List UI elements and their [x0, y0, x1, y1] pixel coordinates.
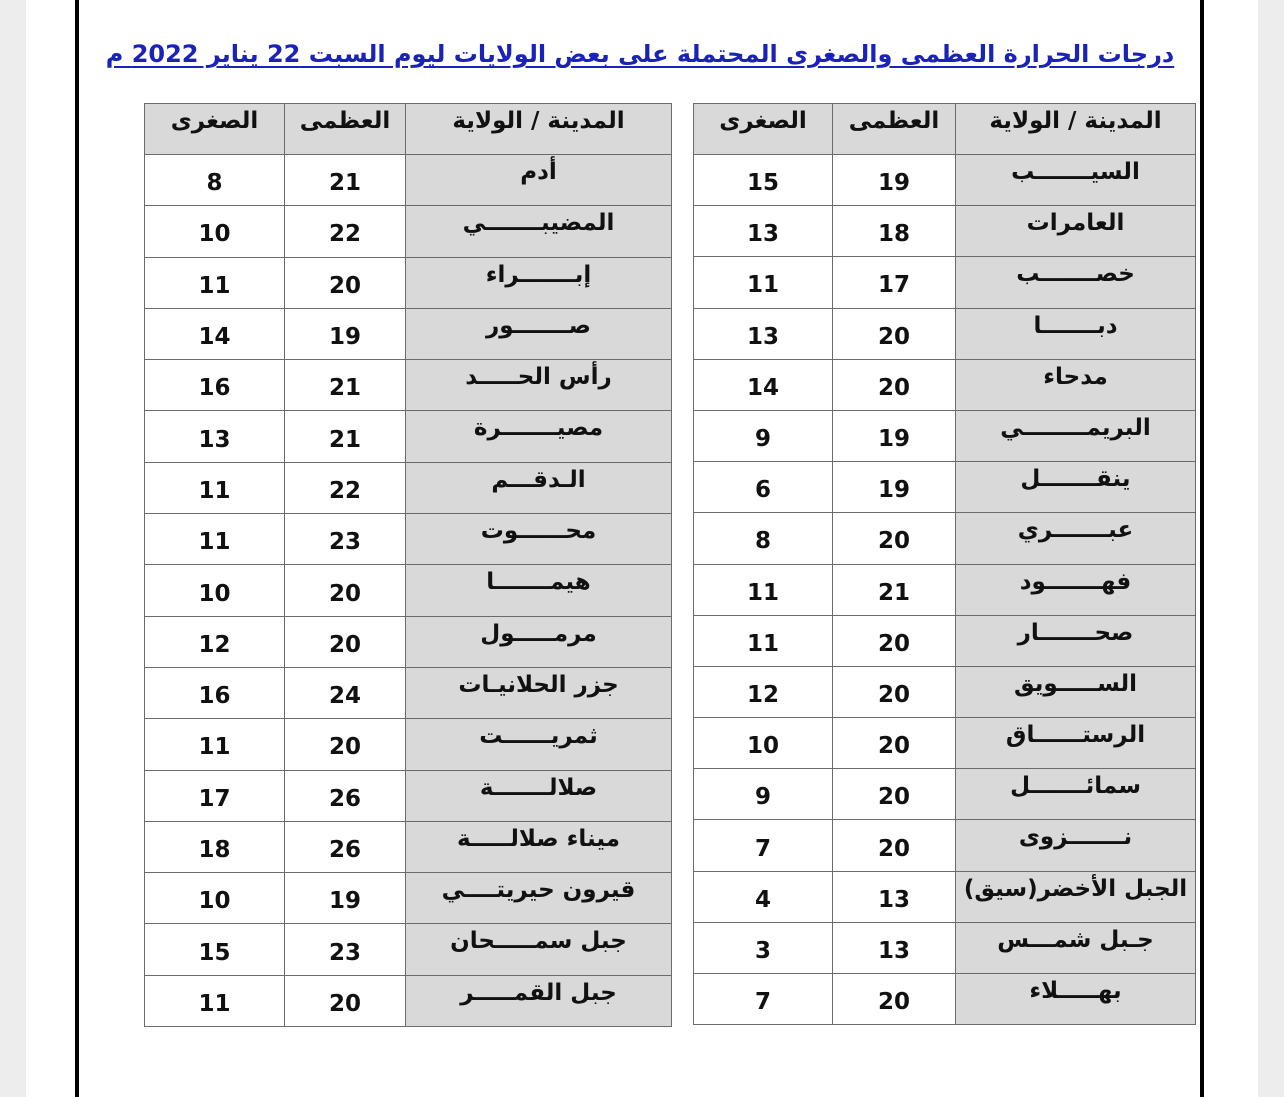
min-temp-cell: 14 [145, 308, 285, 359]
min-temp-cell: 11 [145, 719, 285, 770]
city-cell: المضيبـــــــي [406, 206, 672, 257]
min-temp-cell: 14 [694, 359, 833, 410]
city-cell: محــــــوت [406, 514, 672, 565]
city-cell: الجبل الأخضر(سيق) [956, 871, 1196, 922]
table-row [145, 873, 672, 924]
header-city: المدينة / الولاية [956, 104, 1196, 155]
max-temp-cell: 18 [833, 206, 956, 257]
table-row [694, 359, 1196, 410]
max-temp-cell: 20 [285, 719, 406, 770]
max-temp-cell: 21 [833, 564, 956, 615]
max-temp-cell: 19 [833, 410, 956, 461]
min-temp-cell: 15 [145, 924, 285, 975]
max-temp-cell: 20 [833, 513, 956, 564]
city-cell: دبـــــــا [956, 308, 1196, 359]
max-temp-cell: 20 [285, 616, 406, 667]
max-temp-cell: 19 [285, 873, 406, 924]
table-row [694, 410, 1196, 461]
table-row [145, 462, 672, 513]
max-temp-cell: 20 [833, 820, 956, 871]
table-row [694, 462, 1196, 513]
max-temp-cell: 26 [285, 821, 406, 872]
max-temp-cell: 20 [285, 257, 406, 308]
min-temp-cell: 4 [694, 871, 833, 922]
city-cell: رأس الحـــــد [406, 360, 672, 411]
city-cell: جـبل شمـــس [956, 922, 1196, 973]
max-temp-cell: 21 [285, 411, 406, 462]
min-temp-cell: 10 [145, 565, 285, 616]
min-temp-cell: 9 [694, 769, 833, 820]
max-temp-cell: 19 [285, 308, 406, 359]
city-cell: الـدقـــم [406, 462, 672, 513]
header-max: العظمى [285, 104, 406, 155]
min-temp-cell: 3 [694, 922, 833, 973]
city-cell: مرمـــــول [406, 616, 672, 667]
table-row [145, 565, 672, 616]
min-temp-cell: 7 [694, 974, 833, 1025]
header-max: العظمى [833, 104, 956, 155]
header-min: الصغرى [145, 104, 285, 155]
temperature-table-right [693, 103, 1196, 1025]
city-cell: مدحاء [956, 359, 1196, 410]
city-cell: ثمريــــــت [406, 719, 672, 770]
max-temp-cell: 13 [833, 871, 956, 922]
city-cell: جبل القمـــــر [406, 975, 672, 1026]
table-row [145, 308, 672, 359]
max-temp-cell: 20 [833, 769, 956, 820]
max-temp-cell: 19 [833, 155, 956, 206]
max-temp-cell: 23 [285, 514, 406, 565]
table-row [145, 924, 672, 975]
city-cell: سمائـــــــل [956, 769, 1196, 820]
max-temp-cell: 26 [285, 770, 406, 821]
min-temp-cell: 18 [145, 821, 285, 872]
min-temp-cell: 11 [694, 564, 833, 615]
min-temp-cell: 8 [145, 155, 285, 206]
table-row [694, 871, 1196, 922]
city-cell: البريمــــــــي [956, 410, 1196, 461]
table-row [694, 769, 1196, 820]
city-cell: الرستــــــاق [956, 718, 1196, 769]
table-row [145, 770, 672, 821]
city-cell: نـــــــزوى [956, 820, 1196, 871]
table-row [694, 820, 1196, 871]
min-temp-cell: 13 [145, 411, 285, 462]
max-temp-cell: 20 [285, 975, 406, 1026]
city-cell: الســـــويق [956, 666, 1196, 717]
table-row [145, 360, 672, 411]
max-temp-cell: 20 [833, 666, 956, 717]
city-cell: ميناء صلالـــــة [406, 821, 672, 872]
max-temp-cell: 19 [833, 462, 956, 513]
min-temp-cell: 17 [145, 770, 285, 821]
city-cell: السيـــــــب [956, 155, 1196, 206]
min-temp-cell: 11 [145, 462, 285, 513]
min-temp-cell: 8 [694, 513, 833, 564]
city-cell: خصـــــــب [956, 257, 1196, 308]
city-cell: عبـــــــري [956, 513, 1196, 564]
table-row [145, 667, 672, 718]
max-temp-cell: 13 [833, 922, 956, 973]
city-cell: جبل سمـــــحان [406, 924, 672, 975]
table-row [694, 308, 1196, 359]
table-row [694, 974, 1196, 1025]
city-cell: فهـــــــود [956, 564, 1196, 615]
city-cell: هيمـــــــا [406, 565, 672, 616]
temperature-table-left [144, 103, 672, 1027]
table-row [694, 718, 1196, 769]
max-temp-cell: 20 [833, 359, 956, 410]
city-cell: صـــــــور [406, 308, 672, 359]
max-temp-cell: 22 [285, 462, 406, 513]
min-temp-cell: 11 [145, 975, 285, 1026]
max-temp-cell: 20 [833, 308, 956, 359]
table-row [694, 615, 1196, 666]
min-temp-cell: 7 [694, 820, 833, 871]
right-table-body [694, 155, 1196, 1025]
max-temp-cell: 20 [833, 974, 956, 1025]
city-cell: بهـــــلاء [956, 974, 1196, 1025]
table-row [694, 155, 1196, 206]
city-cell: مصيـــــــرة [406, 411, 672, 462]
max-temp-cell: 17 [833, 257, 956, 308]
table-row [145, 155, 672, 206]
max-temp-cell: 20 [285, 565, 406, 616]
max-temp-cell: 24 [285, 667, 406, 718]
table-row [694, 513, 1196, 564]
header-city: المدينة / الولاية [406, 104, 672, 155]
min-temp-cell: 16 [145, 667, 285, 718]
min-temp-cell: 9 [694, 410, 833, 461]
table-row [145, 719, 672, 770]
max-temp-cell: 21 [285, 360, 406, 411]
left-table-body [145, 155, 672, 1027]
min-temp-cell: 12 [694, 666, 833, 717]
table-row [145, 257, 672, 308]
min-temp-cell: 13 [694, 206, 833, 257]
table-row [694, 564, 1196, 615]
city-cell: إبـــــــراء [406, 257, 672, 308]
max-temp-cell: 20 [833, 718, 956, 769]
min-temp-cell: 15 [694, 155, 833, 206]
min-temp-cell: 10 [145, 206, 285, 257]
table-row [694, 257, 1196, 308]
table-row [694, 206, 1196, 257]
min-temp-cell: 12 [145, 616, 285, 667]
min-temp-cell: 10 [145, 873, 285, 924]
max-temp-cell: 21 [285, 155, 406, 206]
table-row [145, 206, 672, 257]
table-row [145, 975, 672, 1026]
min-temp-cell: 16 [145, 360, 285, 411]
table-row [694, 922, 1196, 973]
min-temp-cell: 11 [145, 514, 285, 565]
table-row [145, 821, 672, 872]
page-border-left [75, 0, 79, 1097]
header-min: الصغرى [694, 104, 833, 155]
city-cell: قيرون حيريتــــي [406, 873, 672, 924]
min-temp-cell: 11 [145, 257, 285, 308]
city-cell: صحـــــــار [956, 615, 1196, 666]
page-border-right [1200, 0, 1204, 1097]
city-cell: أدم [406, 155, 672, 206]
city-cell: صلالـــــــة [406, 770, 672, 821]
min-temp-cell: 11 [694, 615, 833, 666]
max-temp-cell: 20 [833, 615, 956, 666]
table-row [145, 411, 672, 462]
table-row [145, 514, 672, 565]
max-temp-cell: 23 [285, 924, 406, 975]
min-temp-cell: 6 [694, 462, 833, 513]
city-cell: ينقـــــــل [956, 462, 1196, 513]
table-row [145, 616, 672, 667]
document-title: درجات الحرارة العظمى والصغرى المحتملة على بعض الولايات ليوم السبت 22 يناير 2022 م [105, 40, 1175, 68]
city-cell: جزر الحلانيـات [406, 667, 672, 718]
table-row [694, 666, 1196, 717]
min-temp-cell: 13 [694, 308, 833, 359]
city-cell: العامرات [956, 206, 1196, 257]
max-temp-cell: 22 [285, 206, 406, 257]
min-temp-cell: 11 [694, 257, 833, 308]
min-temp-cell: 10 [694, 718, 833, 769]
